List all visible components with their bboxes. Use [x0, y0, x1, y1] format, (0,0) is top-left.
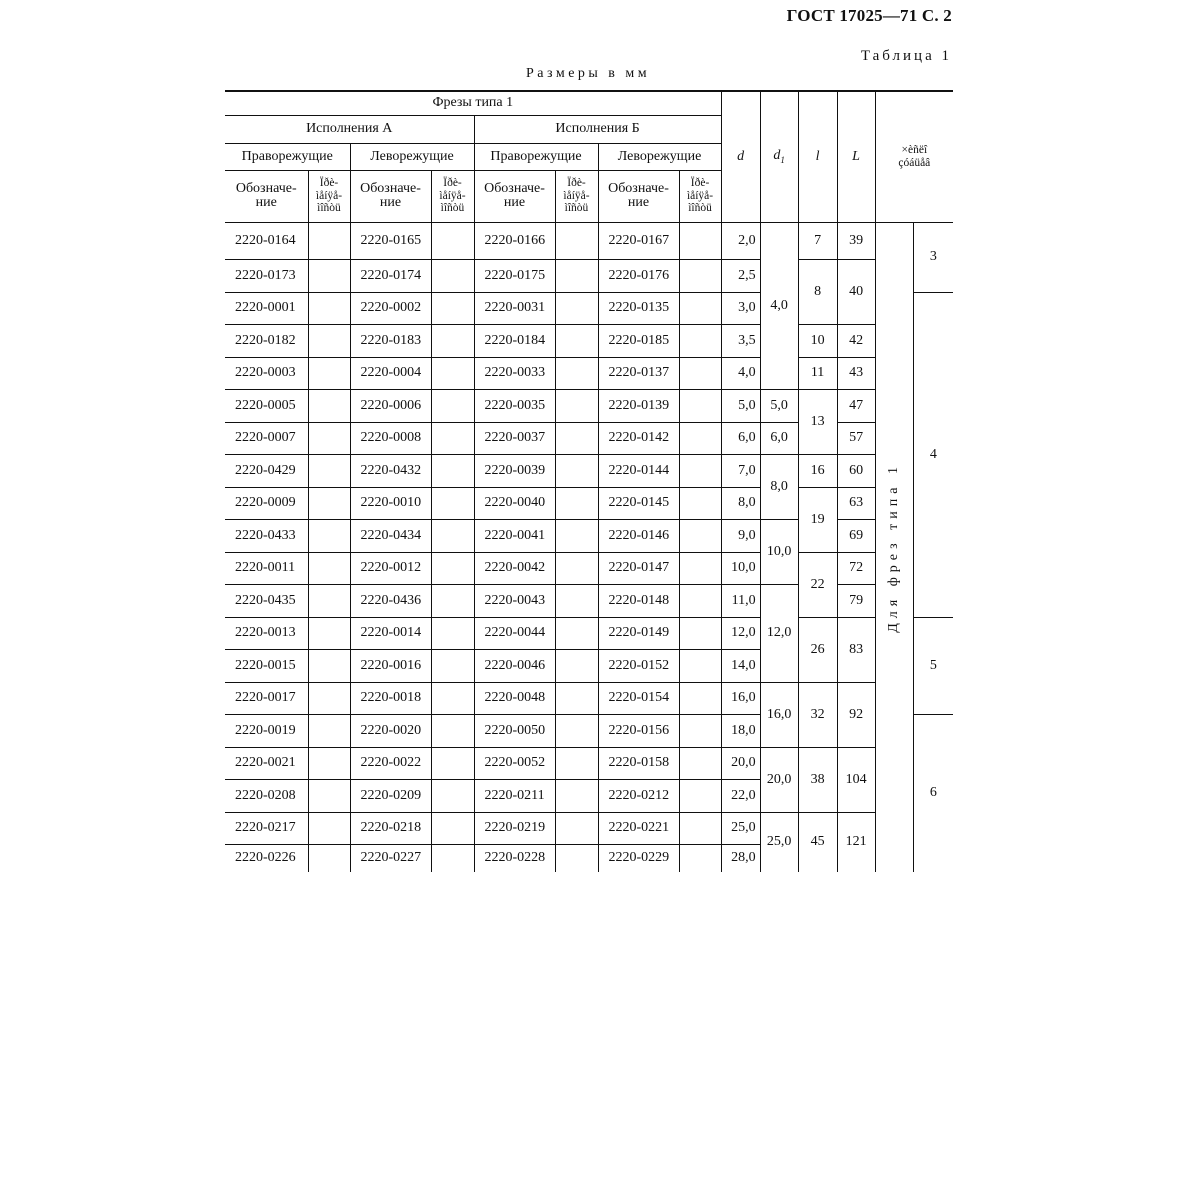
b-left-applicability: [679, 519, 721, 552]
a-right-designation: 2220-0007: [225, 422, 308, 454]
cell-l: 7: [798, 222, 837, 259]
a-left-applicability: [431, 324, 474, 357]
a-left-designation: 2220-0183: [350, 324, 431, 357]
table-row: [225, 389, 953, 422]
a-left-designation: 2220-0432: [350, 454, 431, 487]
designation-header: [598, 170, 679, 222]
a-left-applicability: [431, 552, 474, 584]
b-left-applicability: [679, 552, 721, 584]
designation-text: Обозначе-ние: [484, 181, 545, 210]
cell-teeth: 6: [929, 785, 937, 801]
exec-a-header: Исполнения А: [225, 115, 474, 143]
designation-text: Обозначе-ние: [235, 181, 297, 210]
cell-l: 11: [798, 357, 837, 389]
applicability-header: [679, 170, 721, 222]
cell-teeth: 3: [913, 222, 953, 292]
a-right-applicability: [308, 844, 350, 872]
a-left-designation: 2220-0174: [350, 259, 431, 292]
b-right-designation: 2220-0044: [474, 617, 555, 649]
cell-d: 14,0: [721, 649, 760, 682]
table-row: [225, 487, 953, 519]
b-right-applicability: [555, 779, 598, 812]
designation-text: Обозначе-ние: [608, 181, 669, 210]
a-right-designation: 2220-0017: [225, 682, 308, 714]
a-right-applicability: [308, 324, 350, 357]
b-right-designation: 2220-0046: [474, 649, 555, 682]
cell-d1: 6,0: [760, 422, 798, 454]
d1-subscript: 1: [780, 154, 785, 165]
a-left-designation: 2220-0010: [350, 487, 431, 519]
b-right-designation: 2220-0039: [474, 454, 555, 487]
cell-d: 22,0: [721, 779, 760, 812]
b-left-applicability: [679, 259, 721, 292]
b-left-designation: 2220-0185: [598, 324, 679, 357]
b-right-applicability: [555, 649, 598, 682]
cell-d: 3,0: [721, 292, 760, 324]
table-row: [225, 519, 953, 552]
b-right-applicability: [555, 844, 598, 872]
a-left-designation: 2220-0014: [350, 617, 431, 649]
b-right-applicability: [555, 812, 598, 844]
b-left-applicability: [679, 844, 721, 872]
a-right-designation: 2220-0011: [225, 552, 308, 584]
b-left-applicability: [679, 682, 721, 714]
b-left-designation: 2220-0142: [598, 422, 679, 454]
col-header-teeth: [875, 91, 953, 222]
applicability-text: Ïðè-ìåíÿå-ìîñòü: [686, 177, 714, 215]
b-left-designation: 2220-0167: [598, 222, 679, 259]
a-left-applicability: [431, 519, 474, 552]
a-left-applicability: [431, 357, 474, 389]
a-right-designation: 2220-0164: [225, 222, 308, 259]
cell-l: 38: [798, 747, 837, 812]
table-body: [225, 222, 953, 872]
a-left-designation: 2220-0008: [350, 422, 431, 454]
a-left-applicability: [431, 844, 474, 872]
table-row: [225, 454, 953, 487]
b-left-applicability: [679, 779, 721, 812]
b-left-designation: 2220-0154: [598, 682, 679, 714]
cell-d: 20,0: [721, 747, 760, 779]
cell-L: 57: [837, 422, 875, 454]
cell-l: 8: [798, 259, 837, 324]
cell-L: 83: [837, 617, 875, 682]
b-right-designation: 2220-0184: [474, 324, 555, 357]
a-right-applicability: [308, 222, 350, 259]
table-row: [225, 259, 953, 292]
b-left-applicability: [679, 747, 721, 779]
a-right-designation: 2220-0429: [225, 454, 308, 487]
table-row: [225, 422, 953, 454]
d1-symbol: d: [773, 147, 781, 163]
b-right-designation: 2220-0050: [474, 714, 555, 747]
cell-teeth: 5: [913, 617, 953, 714]
table-row: [225, 552, 953, 584]
table-row: [225, 747, 953, 779]
designation-header: [350, 170, 431, 222]
a-left-designation: 2220-0018: [350, 682, 431, 714]
b-left-applicability: [679, 584, 721, 617]
a-left-designation: 2220-0006: [350, 389, 431, 422]
b-right-applicability: [555, 222, 598, 259]
b-right-designation: 2220-0052: [474, 747, 555, 779]
a-left-designation: 2220-0436: [350, 584, 431, 617]
b-left-designation: 2220-0135: [598, 292, 679, 324]
cell-L: 60: [837, 454, 875, 487]
b-right-applicability: [555, 617, 598, 649]
a-right-applicability: [308, 779, 350, 812]
cell-d1: 20,0: [760, 747, 798, 812]
cell-d1: 4,0: [760, 222, 798, 389]
b-right-applicability: [555, 584, 598, 617]
b-right-designation: 2220-0040: [474, 487, 555, 519]
b-left-applicability: [679, 422, 721, 454]
table-row: [225, 617, 953, 649]
cell-d1: 25,0: [760, 812, 798, 872]
a-right-designation: 2220-0015: [225, 649, 308, 682]
a-left-designation: 2220-0434: [350, 519, 431, 552]
cell-L: 79: [837, 584, 875, 617]
a-right-applicability: [308, 487, 350, 519]
cell-d1: 5,0: [760, 389, 798, 422]
b-right-applicability: [555, 714, 598, 747]
a-right-applicability: [308, 357, 350, 389]
cell-L: 104: [837, 747, 875, 812]
cell-d: 2,5: [721, 259, 760, 292]
cell-d1: 12,0: [760, 584, 798, 682]
a-left-applicability: [431, 812, 474, 844]
cell-L: 121: [837, 812, 875, 872]
b-left-applicability: [679, 714, 721, 747]
a-right-designation: 2220-0003: [225, 357, 308, 389]
b-left-designation: 2220-0139: [598, 389, 679, 422]
cell-d: 2,0: [721, 222, 760, 259]
a-left-designation: 2220-0227: [350, 844, 431, 872]
a-right-designation: 2220-0433: [225, 519, 308, 552]
b-right-applicability: [555, 487, 598, 519]
a-right-applicability: [308, 649, 350, 682]
cell-L: 47: [837, 389, 875, 422]
a-left-designation: 2220-0002: [350, 292, 431, 324]
b-left-designation: 2220-0148: [598, 584, 679, 617]
b-right-designation: 2220-0175: [474, 259, 555, 292]
a-left-applicability: [431, 487, 474, 519]
a-right-applicability: [308, 422, 350, 454]
cell-L: 42: [837, 324, 875, 357]
b-left-designation: 2220-0149: [598, 617, 679, 649]
b-left-applicability: [679, 292, 721, 324]
b-right-designation: 2220-0043: [474, 584, 555, 617]
cell-L: 72: [837, 552, 875, 584]
b-right-applicability: [555, 747, 598, 779]
applicability-text: Ïðè-ìåíÿå-ìîñòü: [563, 177, 590, 215]
cell-l: 32: [798, 682, 837, 747]
a-right-header: Праворежущие: [225, 143, 350, 170]
cell-d: 12,0: [721, 617, 760, 649]
col-header-d1: [760, 91, 798, 222]
group-header: Фрезы типа 1: [225, 91, 721, 115]
b-left-applicability: [679, 454, 721, 487]
a-right-designation: 2220-0226: [235, 850, 296, 866]
cell-L: 92: [837, 682, 875, 747]
b-left-applicability: [679, 222, 721, 259]
a-right-applicability: [308, 682, 350, 714]
a-right-applicability: [308, 454, 350, 487]
col-header-l: l: [798, 91, 837, 222]
cell-d: 28,0: [721, 844, 760, 872]
a-left-applicability: [431, 714, 474, 747]
cell-L: 40: [837, 259, 875, 324]
a-left-designation: 2220-0022: [350, 747, 431, 779]
a-left-designation: 2220-0209: [350, 779, 431, 812]
b-right-designation: 2220-0042: [474, 552, 555, 584]
b-left-applicability: [679, 324, 721, 357]
cell-d: 25,0: [721, 812, 760, 844]
cell-l: 45: [798, 812, 837, 872]
teeth-header-text: ×èñëî çóáüåâ: [898, 144, 931, 169]
a-right-designation: 2220-0013: [225, 617, 308, 649]
a-right-applicability: [308, 747, 350, 779]
a-right-designation: 2220-0001: [225, 292, 308, 324]
cell-d: 16,0: [721, 682, 760, 714]
b-right-designation: 2220-0033: [474, 357, 555, 389]
b-left-applicability: [679, 649, 721, 682]
b-right-applicability: [555, 324, 598, 357]
b-right-designation: 2220-0035: [474, 389, 555, 422]
b-right-designation: 2220-0228: [474, 844, 555, 872]
a-left-designation: 2220-0012: [350, 552, 431, 584]
table-row: [225, 357, 953, 389]
dimensions-table: [225, 90, 953, 872]
a-left-applicability: [431, 747, 474, 779]
cell-teeth: 4: [913, 292, 953, 617]
col-header-d: d: [721, 91, 760, 222]
cell-d: 4,0: [721, 357, 760, 389]
a-left-applicability: [431, 259, 474, 292]
table-row: [225, 584, 953, 617]
side-note-text: Для фрез типа 1: [886, 461, 902, 633]
a-left-applicability: [431, 779, 474, 812]
b-left-applicability: [679, 487, 721, 519]
cell-l: 22: [798, 552, 837, 617]
col-header-L: L: [837, 91, 875, 222]
a-left-applicability: [431, 292, 474, 324]
b-right-applicability: [555, 454, 598, 487]
b-right-designation: 2220-0048: [474, 682, 555, 714]
a-right-applicability: [308, 259, 350, 292]
cell-d: 18,0: [721, 714, 760, 747]
b-left-header: Леворежущие: [598, 143, 721, 170]
table-row: [225, 324, 953, 357]
a-left-applicability: [431, 617, 474, 649]
b-right-designation: 2220-0219: [474, 812, 555, 844]
a-left-applicability: [431, 454, 474, 487]
b-right-applicability: [555, 357, 598, 389]
b-right-header: Праворежущие: [474, 143, 598, 170]
a-right-applicability: [308, 389, 350, 422]
b-right-applicability: [555, 389, 598, 422]
b-left-designation: 2220-0229: [598, 844, 679, 872]
b-right-applicability: [555, 422, 598, 454]
side-note-cell: [875, 222, 913, 872]
b-left-designation: 2220-0145: [598, 487, 679, 519]
b-left-designation: 2220-0158: [598, 747, 679, 779]
applicability-header: [308, 170, 350, 222]
designation-header: [474, 170, 555, 222]
a-left-applicability: [431, 222, 474, 259]
b-right-applicability: [555, 259, 598, 292]
b-left-designation: 2220-0176: [598, 259, 679, 292]
b-left-designation: 2220-0221: [598, 812, 679, 844]
table-row: [225, 682, 953, 714]
a-left-designation: 2220-0004: [350, 357, 431, 389]
cell-l: 26: [798, 617, 837, 682]
b-left-applicability: [679, 357, 721, 389]
exec-b-header: Исполнения Б: [474, 115, 721, 143]
a-left-designation: 2220-0016: [350, 649, 431, 682]
a-right-designation: 2220-0173: [225, 259, 308, 292]
cell-d: 11,0: [721, 584, 760, 617]
applicability-header: [555, 170, 598, 222]
a-right-designation: 2220-0208: [225, 779, 308, 812]
a-left-applicability: [431, 584, 474, 617]
b-right-designation: 2220-0041: [474, 519, 555, 552]
cell-d: 3,5: [721, 324, 760, 357]
designation-text: Обозначе-ние: [360, 181, 421, 210]
table-row: [225, 222, 953, 259]
cell-L: 63: [837, 487, 875, 519]
applicability-text: Ïðè-ìåíÿå-ìîñòü: [315, 177, 343, 215]
a-right-applicability: [308, 552, 350, 584]
b-left-designation: 2220-0212: [598, 779, 679, 812]
cell-L: 69: [837, 519, 875, 552]
cell-l: 10: [798, 324, 837, 357]
cell-d: 10,0: [721, 552, 760, 584]
b-left-designation: 2220-0147: [598, 552, 679, 584]
units-label: Размеры в мм: [526, 66, 651, 81]
a-right-designation: 2220-0217: [225, 812, 308, 844]
a-left-designation: 2220-0218: [350, 812, 431, 844]
b-right-designation: 2220-0037: [474, 422, 555, 454]
a-left-header: Леворежущие: [350, 143, 474, 170]
a-left-applicability: [431, 389, 474, 422]
cell-l: 13: [798, 389, 837, 454]
b-left-designation: 2220-0144: [598, 454, 679, 487]
b-left-designation: 2220-0137: [598, 357, 679, 389]
b-left-designation: 2220-0146: [598, 519, 679, 552]
designation-header: [225, 170, 308, 222]
b-right-designation: 2220-0031: [474, 292, 555, 324]
a-right-designation: 2220-0005: [225, 389, 308, 422]
applicability-header: [431, 170, 474, 222]
b-left-applicability: [679, 812, 721, 844]
cell-d1: 8,0: [760, 454, 798, 519]
a-right-designation: 2220-0009: [225, 487, 308, 519]
b-left-applicability: [679, 617, 721, 649]
a-right-designation: 2220-0019: [225, 714, 308, 747]
cell-d: 6,0: [721, 422, 760, 454]
table-row: [225, 812, 953, 844]
table-label: Таблица 1: [860, 48, 952, 64]
a-left-applicability: [431, 649, 474, 682]
a-right-applicability: [308, 519, 350, 552]
gost-number: ГОСТ 17025—71 С. 2: [786, 6, 952, 25]
a-left-designation: 2220-0020: [350, 714, 431, 747]
b-left-designation: 2220-0152: [598, 649, 679, 682]
cell-L: 43: [837, 357, 875, 389]
cell-d1: 10,0: [760, 519, 798, 584]
a-right-applicability: [308, 812, 350, 844]
a-right-designation: 2220-0182: [225, 324, 308, 357]
b-left-applicability: [679, 389, 721, 422]
b-right-applicability: [555, 552, 598, 584]
b-right-applicability: [555, 519, 598, 552]
cell-l: 19: [798, 487, 837, 552]
cell-d: 7,0: [721, 454, 760, 487]
a-right-applicability: [308, 292, 350, 324]
a-right-designation: 2220-0435: [225, 584, 308, 617]
cell-d: 8,0: [721, 487, 760, 519]
cell-d1: 16,0: [760, 682, 798, 747]
a-left-designation: 2220-0165: [350, 222, 431, 259]
applicability-text: Ïðè-ìåíÿå-ìîñòü: [439, 177, 466, 215]
a-left-applicability: [431, 682, 474, 714]
a-right-applicability: [308, 617, 350, 649]
b-right-designation: 2220-0166: [474, 222, 555, 259]
cell-L: 39: [837, 222, 875, 259]
cell-l: 16: [798, 454, 837, 487]
cell-d: 9,0: [721, 519, 760, 552]
a-right-designation: 2220-0021: [225, 747, 308, 779]
cell-d: 5,0: [721, 389, 760, 422]
a-left-applicability: [431, 422, 474, 454]
b-left-designation: 2220-0156: [598, 714, 679, 747]
a-right-applicability: [308, 584, 350, 617]
a-right-applicability: [308, 714, 350, 747]
b-right-applicability: [555, 292, 598, 324]
b-right-applicability: [555, 682, 598, 714]
b-right-designation: 2220-0211: [474, 779, 555, 812]
